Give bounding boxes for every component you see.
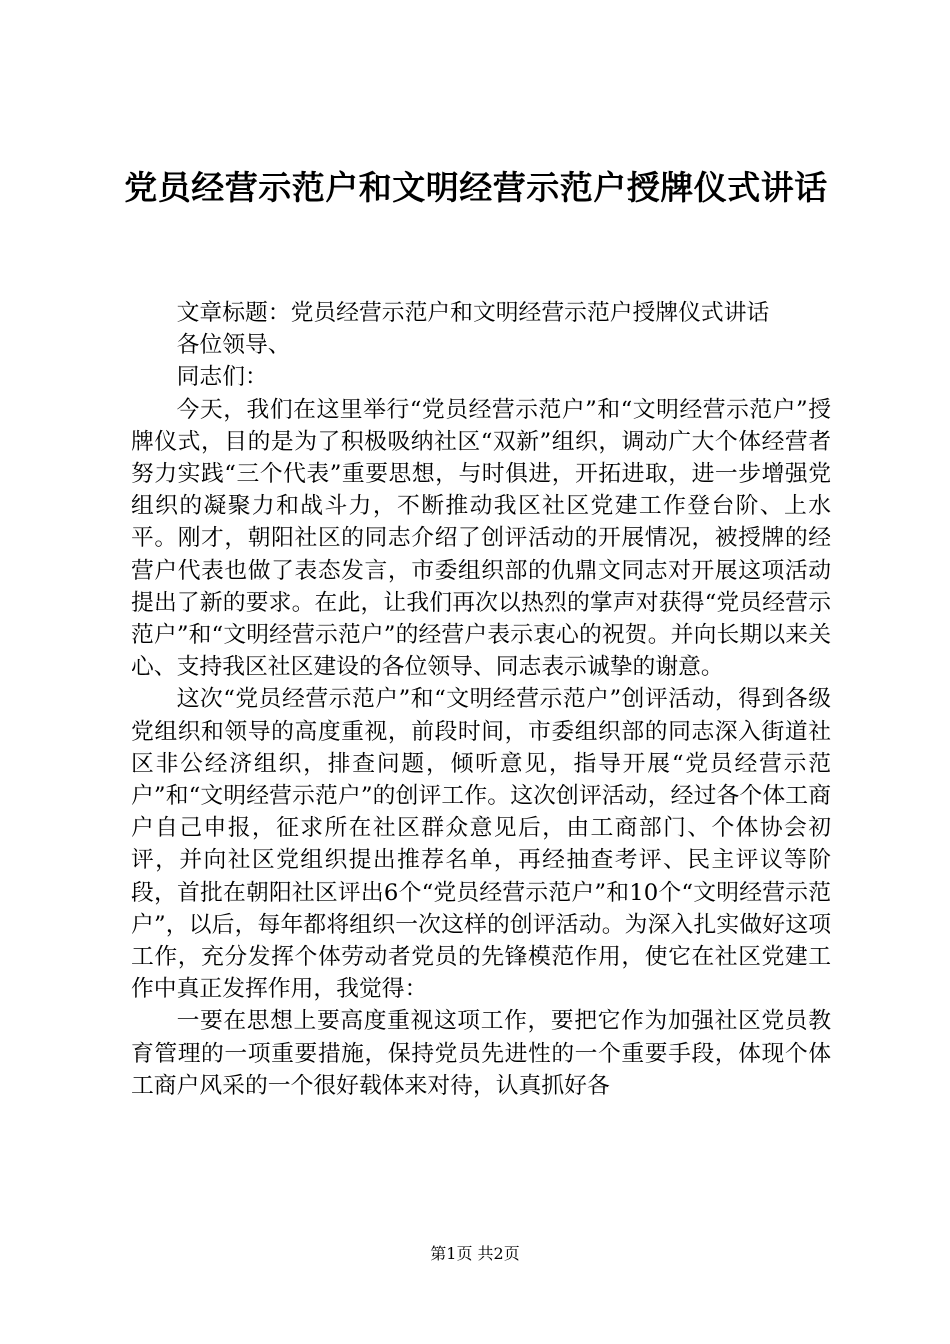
page-number-footer: 第1页 共2页 [430,1244,520,1263]
article-title-line: 文章标题：党员经营示范户和文明经营示范户授牌仪式讲话 [176,300,770,326]
document-body [131,297,831,1102]
salutation-leaders: 各位领导、 [176,332,291,359]
body-paragraph: 这次“党员经营示范户”和“文明经营示范户”创评活动，得到各级党组织和领导的高度重视，前段时间，市委组织部的同志深入街道社区非公经济组织，排查问题，倾听意见，指导开展“党员经营示范户”和“文明经营示范户”的创评工作。这次创评活动，经过各个体工商户自己申报，征求所在社区群众意见后，由工商部门、个体协会初评，并向社区党组织提出推荐名单，再经抽查考评、民主评议等阶段，首批在朝阳社区评出6个“党员经营示范户”和10个“文明经营示范户”，以后，每年都将组织一次这样的创评活动。为深入扎实做好这项工作，充分发挥个体劳动者党员的先锋模范作用，使它在社区党建工作中真正发挥作用，我觉得： [131,686,831,1003]
body-paragraph: 一要在思想上要高度重视这项工作，要把它作为加强社区党员教育管理的一项重要措施，保持党员先进性的一个重要手段，体现个体工商户风采的一个很好载体来对待，认真抓好各 [131,1008,831,1099]
salutation-comrades: 同志们： [176,364,268,391]
body-paragraph: 今天，我们在这里举行“党员经营示范户”和“文明经营示范户”授牌仪式，目的是为了积极吸纳社区“双新”组织，调动广大个体经营者努力实践“三个代表”重要思想，与时俱进，开拓进取，进一步增强党组织的凝聚力和战斗力，不断推动我区社区党建工作登台阶、上水平。刚才，朝阳社区的同志介绍了创评活动的开展情况，被授牌的经营户代表也做了表态发言，市委组织部的仇鼎文同志对开展这项活动提出了新的要求。在此，让我们再次以热烈的掌声对获得“党员经营示范户”和“文明经营示范户”的经营户表示衷心的祝贺。并向长期以来关心、支持我区社区建设的各位领导、同志表示诚挚的谢意。 [131,396,831,681]
document-title: 党员经营示范户和文明经营示范户授牌仪式讲话 [124,168,828,207]
